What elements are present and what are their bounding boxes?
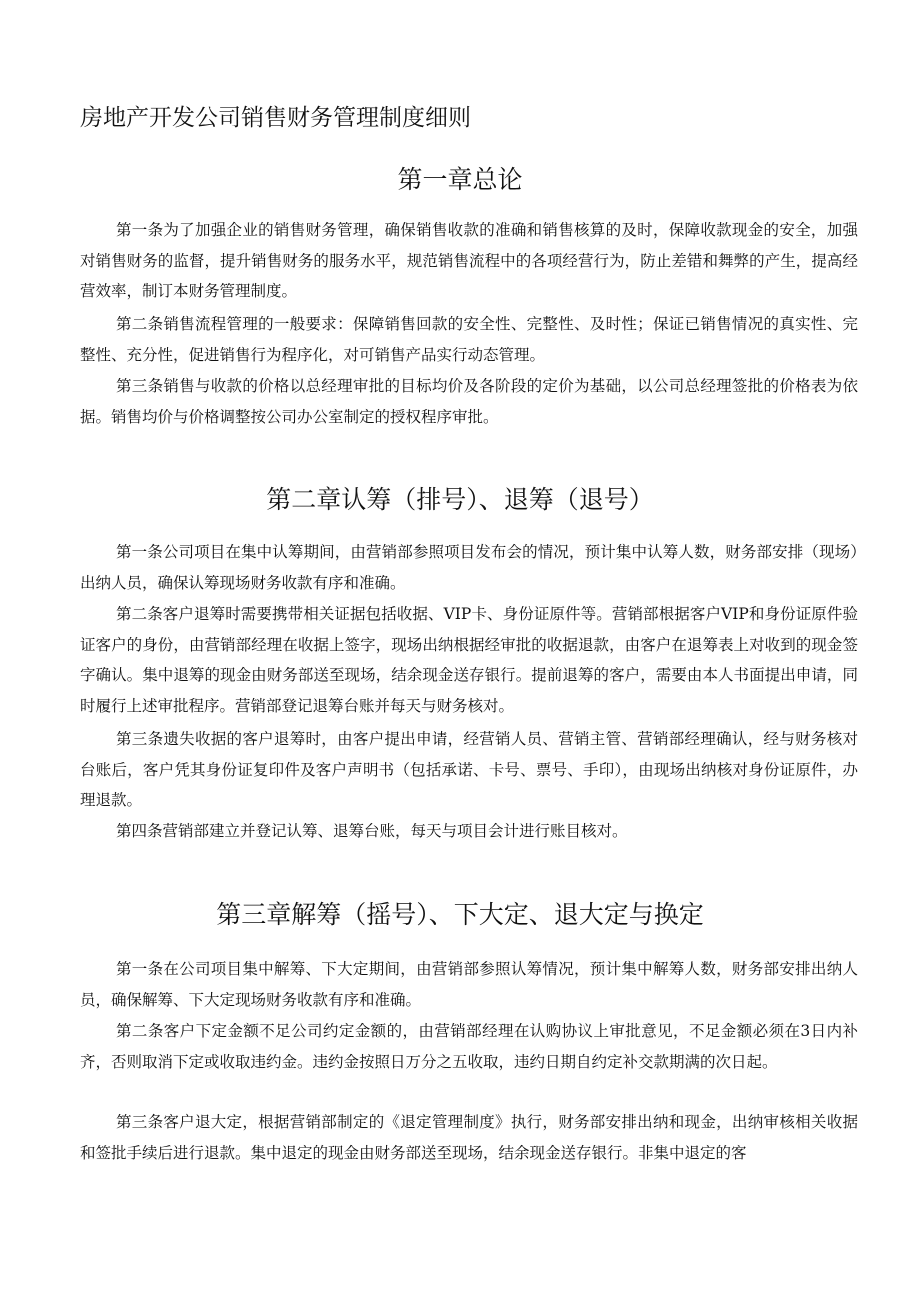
chapter-3-heading: 第三章解筹（摇号）、下大定、退大定与换定 (216, 900, 704, 929)
document-title: 房地产开发公司销售财务管理制度细则 (80, 105, 471, 131)
chapter-1-article-2: 第二条销售流程管理的一般要求：保障销售回款的安全性、完整性、及时性；保证已销售情况的真实性、完整性、充分性，促进销售行为程序化，对可销售产品实行动态管理。 (80, 315, 858, 364)
chapter-2-heading: 第二章认筹（排号）、退筹（退号） (266, 485, 654, 514)
chapter-2-article-3: 第三条遗失收据的客户退筹时，由客户提出申请，经营销人员、营销主管、营销部经理确认，经与财务核对台账后，客户凭其身份证复印件及客户声明书（包括承诺、卡号、票号、手印），由现场出纳核对身份证原件，办理退款。 (80, 730, 858, 809)
chapter-1-heading: 第一章总论 (397, 165, 523, 194)
chapter-2-article-4: 第四条营销部建立并登记认筹、退筹台账，每天与项目会计进行账目核对。 (116, 822, 628, 840)
chapter-3-article-1: 第一条在公司项目集中解筹、下大定期间，由营销部参照认筹情况，预计集中解筹人数，财务部安排出纳人员，确保解筹、下大定现场财务收款有序和准确。 (80, 960, 858, 1009)
chapter-2-article-1: 第一条公司项目在集中认筹期间，由营销部参照项目发布会的情况，预计集中认筹人数，财务部安排（现场）出纳人员，确保认筹现场财务收款有序和准确。 (80, 543, 858, 592)
chapter-2-article-2: 第二条客户退筹时需要携带相关证据包括收据、VIP卡、身份证原件等。营销部根据客户VIP和身份证原件验证客户的身份，由营销部经理在收据上签字，现场出纳根据经审批的收据退款，由客户在退筹表上对收到的现金签字确认。集中退筹的现金由财务部送至现场，结余现金送存银行。提前退筹的客户，需要由本人书面提出申请，同时履行上述审批程序。营销部登记退筹台账并每天与财务核对。 (80, 605, 858, 715)
chapter-3-article-2: 第二条客户下定金额不足公司约定金额的，由营销部经理在认购协议上审批意见，不足金额必须在3日内补齐，否则取消下定或收取违约金。违约金按照日万分之五收取，违约日期自约定补交款期满的次日起。 (80, 1022, 858, 1071)
chapter-1-article-3: 第三条销售与收款的价格以总经理审批的目标均价及各阶段的定价为基础，以公司总经理签批的价格表为依据。销售均价与价格调整按公司办公室制定的授权程序审批。 (80, 377, 858, 426)
chapter-3-article-3: 第三条客户退大定，根据营销部制定的《退定管理制度》执行，财务部安排出纳和现金，出纳审核相关收据和签批手续后进行退款。集中退定的现金由财务部送至现场，结余现金送存银行。非集中退定的客 (80, 1113, 858, 1162)
chapter-1-article-1: 第一条为了加强企业的销售财务管理，确保销售收款的准确和销售核算的及时，保障收款现金的安全，加强对销售财务的监督，提升销售财务的服务水平，规范销售流程中的各项经营行为，防止差错和舞弊的产生，提高经营效率，制订本财务管理制度。 (80, 221, 858, 300)
